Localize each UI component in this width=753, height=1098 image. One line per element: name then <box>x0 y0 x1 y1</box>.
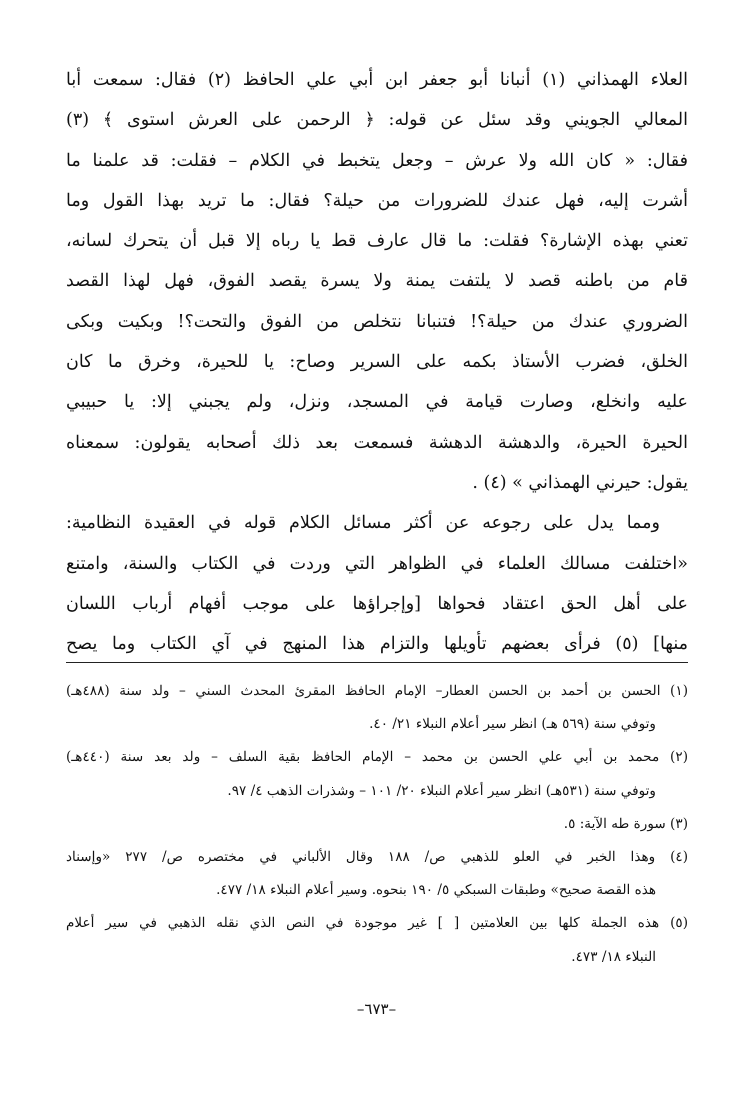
footnote-line: (٣) سورة طه الآية: ٥. <box>563 815 688 832</box>
text-line: العلاء الهمذاني (١) أنبانا أبو جعفر ابن أبي علي الحافظ (٢) فقال: سمعت أبا <box>66 70 688 90</box>
text-line: ومما يدل على رجوعه عن أكثر مسائل الكلام قوله في العقيدة النظامية: <box>66 513 660 534</box>
main-text <box>66 60 688 664</box>
text-line: الضروري عندك من حيلة؟! فتنبانا نتخلص من الفوق والتحت؟! وبكيت وبكى <box>66 311 688 332</box>
footnote-line: (١) الحسن بن أحمد بن الحسن العطار– الإمام الحافظ المقرئ المحدث السني – ولد سنة (٤٨٨هـ) <box>66 683 688 699</box>
footnote-divider <box>66 662 688 663</box>
footnote-line: (٢) محمد بن أبي علي الحسن بن محمد – الإمام الحافظ بقية السلف – ولد بعد سنة (٤٤٠هـ) <box>66 749 688 766</box>
page-number: –٦٧٣– <box>356 1000 397 1018</box>
text-line: الحيرة الحيرة، والدهشة الدهشة فسمعت بعد ذلك أصحابه يقولون: سمعناه <box>66 432 688 453</box>
text-line: «اختلفت مسالك العلماء في الظواهر التي وردت في الكتاب والسنة، وامتنع <box>66 553 688 574</box>
text-line: قام من باطنه قصد لا يلتفت يمنة ولا يسرة يقصد الفوق، فهل لهذا القصد <box>66 271 688 292</box>
text-line: المعالي الجويني وقد سئل عن قوله: ﴿ الرحمن على العرش استوى ﴾ (٣) <box>66 110 688 131</box>
footnotes <box>66 675 688 974</box>
text-line: فقال: « كان الله ولا عرش – وجعل يتخبط في الكلام – فقلت: قد علمنا ما <box>66 150 688 171</box>
footnote-line: هذه القصة صحيح» وطبقات السبكي ٥/ ١٩٠ بنحوه. وسير أعلام النبلاء ١٨/ ٤٧٧. <box>216 882 656 899</box>
text-line: يقول: حيرني الهمذاني » (٤) . <box>472 472 688 493</box>
text-line: تعني بهذه الإشارة؟ فقلت: ما قال عارف قط يا رباه إلا قبل أن يتحرك لسانه، <box>66 231 688 252</box>
footnote-line: (٤) وهذا الخبر في العلو للذهبي ص/ ١٨٨ وقال الألباني في مختصره ص/ ٢٧٧ «وإسناد <box>66 848 688 865</box>
text-line: منها] (٥) فرأى بعضهم تأويلها والتزام هذا المنهج في آي الكتاب وما يصح <box>66 634 688 655</box>
footnote-line: وتوفي سنة (٥٣١هـ) انظر سير أعلام النبلاء ٢٠/ ١٠١ – وشذرات الذهب ٤/ ٩٧. <box>227 782 656 799</box>
text-line: أشرت إليه، فهل عندك للضرورات من حيلة؟ فقال: ما تريد بهذا القول وما <box>66 190 688 211</box>
text-line: الخلق، فضرب الأستاذ بكمه على السرير وصاح: يا للحيرة، وخرق ما كان <box>66 352 688 373</box>
footnote-line: وتوفي سنة (٥٦٩ هـ) انظر سير أعلام النبلاء ٢١/ ٤٠. <box>369 716 656 733</box>
text-line: عليه وانخلع، وصارت قيامة في المسجد، ونزل، ولم يجبني إلا: يا حبيبي <box>66 392 688 413</box>
footnote-line: النبلاء ١٨/ ٤٧٣. <box>571 948 656 965</box>
footnote-line: (٥) هذه الجملة كلها بين العلامتين [ ] غير موجودة في النص الذي نقله الذهبي في سير أعلام <box>66 915 688 932</box>
text-line: على أهل الحق اعتقاد فحواها [وإجراؤها على موجب أفهام أرباب اللسان <box>66 593 688 614</box>
